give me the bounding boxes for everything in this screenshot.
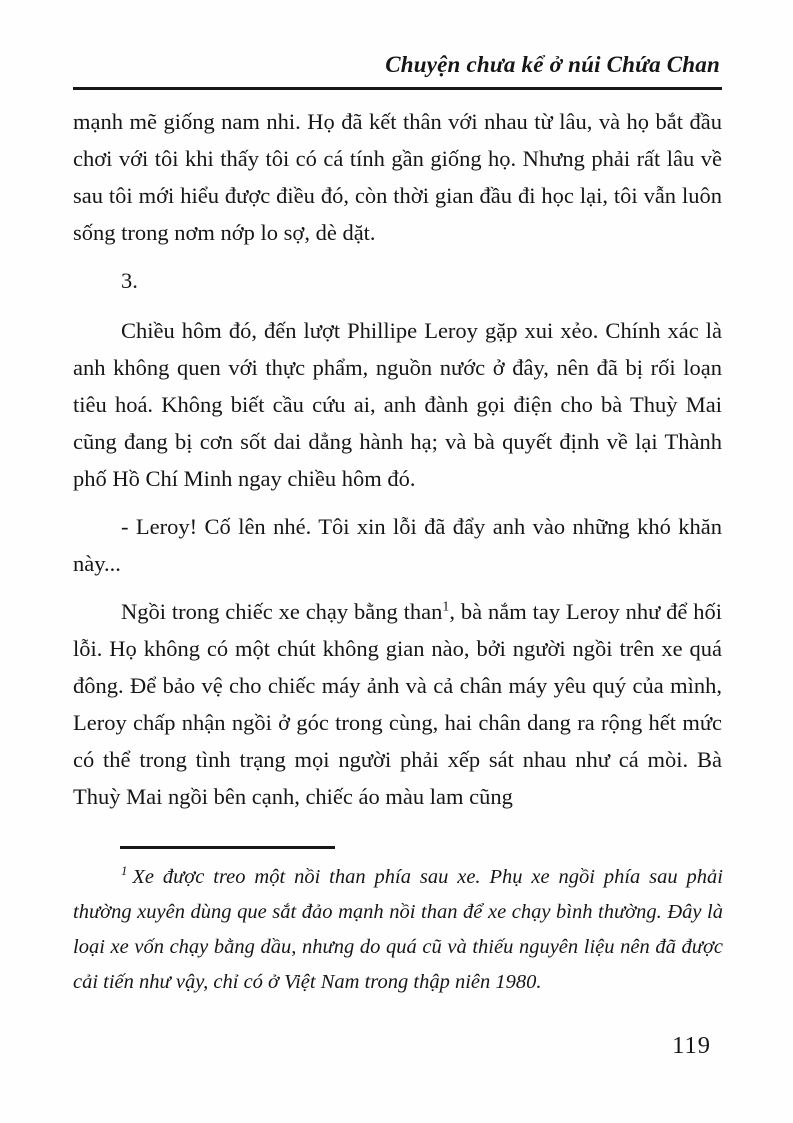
- running-header: [73, 50, 722, 80]
- paragraph-text: , bà nắm tay Leroy như để hối lỗi. Họ không có một chút không gian nào, bởi người ngồi trên xe quá đông. Để bảo vệ cho chiếc máy ảnh và cả chân máy yêu quý của mình, Leroy chấp nhận ngồi ở góc trong cùng, hai chân dang ra rộng hết mức có thể trong tình trạng mọi người phải xếp sát nhau như cá mòi. Bà Thuỳ Mai ngồi bên cạnh, chiếc áo màu lam cũng: [73, 599, 723, 809]
- footnote-separator: [120, 846, 335, 849]
- paragraph-dialogue: - Leroy! Cố lên nhé. Tôi xin lỗi đã đẩy anh vào những khó khăn này...: [73, 514, 722, 576]
- section-number: 3.: [121, 268, 138, 293]
- header-rule: [73, 87, 722, 90]
- body-text: [73, 103, 722, 815]
- footnote-text: Xe được treo một nồi than phía sau xe. Phụ xe ngồi phía sau phải thường xuyên dùng que sắt đảo mạnh nồi than để xe chạy bình thường. Đây là loại xe vốn chạy bằng dầu, nhưng do quá cũ và thiếu nguyên liệu nên đã được cải tiến như vậy, chỉ có ở Việt Nam trong thập niên 1980.: [73, 866, 723, 993]
- paragraph-text: Ngồi trong chiếc xe chạy bằng than: [121, 599, 443, 624]
- chapter-title: Chuyện chưa kể ở núi Chứa Chan: [385, 52, 720, 77]
- paragraph: Chiều hôm đó, đến lượt Phillipe Leroy gặp xui xẻo. Chính xác là anh không quen với thực phẩm, nguồn nước ở đây, nên đã bị rối loạn tiêu hoá. Không biết cầu cứu ai, anh đành gọi điện cho bà Thuỳ Mai cũng đang bị cơn sốt dai dẳng hành hạ; và bà quyết định về lại Thành phố Hồ Chí Minh ngay chiều hôm đó.: [73, 318, 722, 491]
- footnote: [73, 860, 723, 1000]
- footnote-area: [73, 846, 723, 1000]
- page-number: 119: [672, 1032, 711, 1059]
- paragraph-continued: mạnh mẽ giống nam nhi. Họ đã kết thân với nhau từ lâu, và họ bắt đầu chơi với tôi khi thấy tôi có cá tính gần giống họ. Nhưng phải rất lâu về sau tôi mới hiểu được điều đó, còn thời gian đầu đi học lại, tôi vẫn luôn sống trong nơm nớp lo sợ, dè dặt.: [73, 109, 722, 245]
- footnote-reference: 1: [442, 599, 450, 615]
- footnote-marker: 1: [121, 864, 128, 879]
- paragraph: [73, 593, 722, 815]
